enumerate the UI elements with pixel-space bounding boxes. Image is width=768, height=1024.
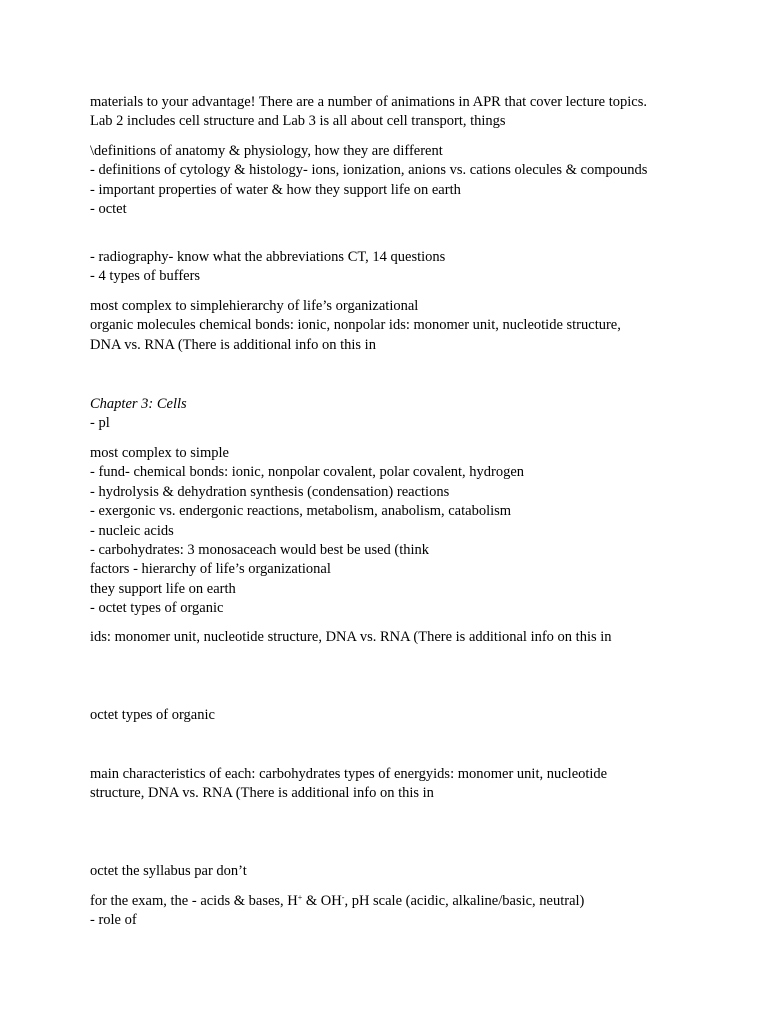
list-item: - octet — [90, 201, 127, 218]
syllabus-paragraph — [90, 862, 690, 881]
text-line: materials to your advantage! There are a number of animations in APR that cover lecture topics. — [90, 94, 647, 110]
superscript: + — [297, 893, 303, 902]
list-item: - radiography- know what the abbreviations CT, 14 questions — [90, 249, 446, 265]
text-segment: for the exam, the - acids & bases, H — [90, 893, 298, 909]
radiography-list — [90, 248, 690, 287]
text-line: most complex to simplehierarchy of life’s organizational — [90, 298, 419, 314]
text-line: octet types of organic — [90, 707, 215, 723]
list-item: - definitions of cytology & histology- ions, ionization, anions vs. cations olecules & compounds — [90, 162, 648, 179]
text-segment: & OH — [302, 893, 342, 909]
acids-bases-line — [90, 892, 690, 911]
list-item: - 4 types of buffers — [90, 268, 201, 285]
list-item: - carbohydrates: 3 monosaceach would best be used (think — [90, 541, 430, 558]
text-line: factors - hierarchy of life’s organizational — [90, 561, 331, 578]
list-item: - fund- chemical bonds: ionic, nonpolar covalent, polar covalent, hydrogen — [90, 464, 525, 481]
octet-paragraph — [90, 706, 690, 725]
intro-paragraph — [90, 93, 690, 132]
text-line: ids: monomer unit, nucleotide structure, DNA vs. RNA (There is additional info on this in — [90, 629, 612, 645]
text-line: DNA vs. RNA (There is additional info on this in — [90, 336, 376, 353]
acids-bases-paragraph — [90, 892, 690, 931]
list-item: - important properties of water & how they support life on earth — [90, 181, 461, 198]
text-line: octet the syllabus par don’t — [90, 863, 247, 879]
list-item: - exergonic vs. endergonic reactions, metabolism, anabolism, catabolism — [90, 503, 512, 520]
hierarchy-paragraph — [90, 297, 690, 355]
chapter-topics-list — [90, 444, 690, 619]
list-item: - octet types of organic — [90, 600, 224, 617]
text-line: organic molecules chemical bonds: ionic, nonpolar ids: monomer unit, nucleotide structure, — [90, 317, 621, 334]
chapter-heading: Chapter 3: Cells — [90, 396, 187, 412]
superscript: - — [341, 893, 345, 902]
list-item: - hydrolysis & dehydration synthesis (condensation) reactions — [90, 483, 450, 500]
text-line: they support life on earth — [90, 580, 236, 597]
list-item: - role of — [90, 912, 137, 929]
characteristics-paragraph — [90, 765, 690, 804]
text-line: Lab 2 includes cell structure and Lab 3 is all about cell transport, things — [90, 113, 506, 130]
list-item: - pl — [90, 415, 110, 432]
definitions-list — [90, 142, 690, 220]
chapter-section — [90, 395, 690, 434]
text-segment: , pH scale (acidic, alkaline/basic, neutral) — [344, 893, 585, 909]
text-line: main characteristics of each: carbohydrates types of energyids: monomer unit, nucleotide — [90, 766, 608, 782]
text-line: most complex to simple — [90, 445, 229, 461]
text-line: structure, DNA vs. RNA (There is additional info on this in — [90, 785, 434, 802]
nucleic-acids-paragraph — [90, 628, 690, 647]
list-item: - nucleic acids — [90, 522, 174, 539]
list-item: \definitions of anatomy & physiology, how they are different — [90, 143, 443, 159]
